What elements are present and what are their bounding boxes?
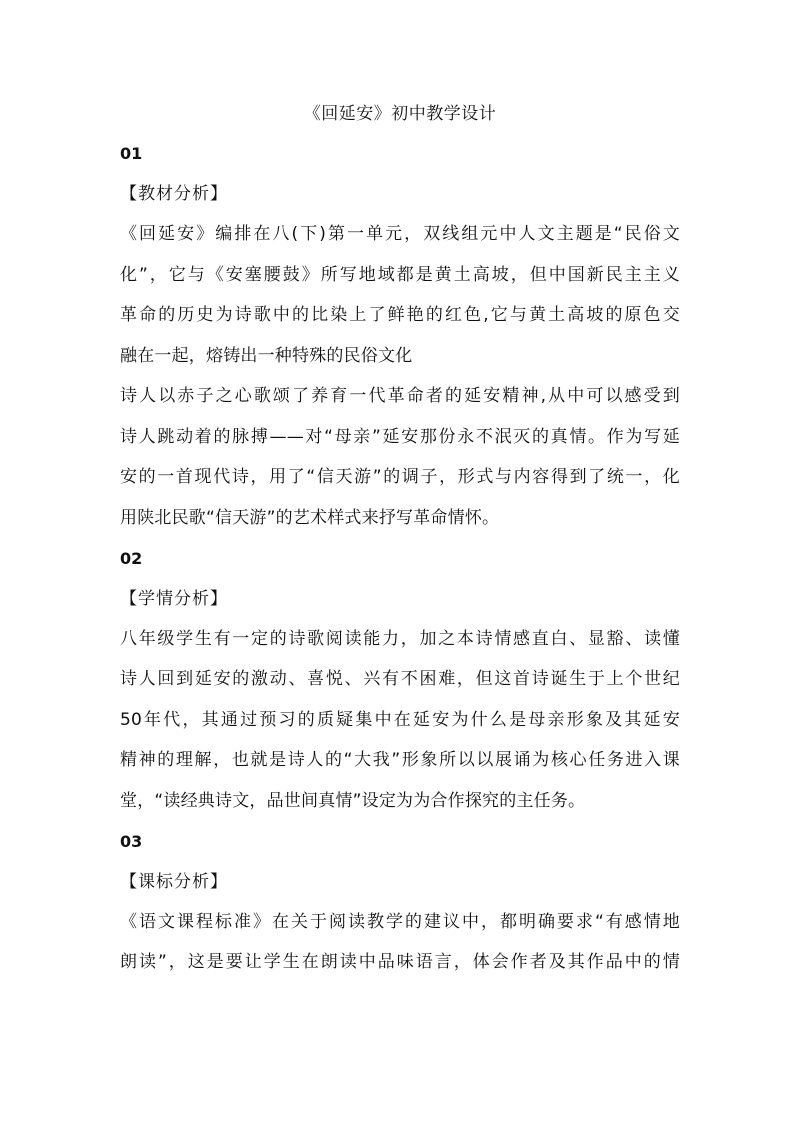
text-line: 化”，它与《安塞腰鼓》所写地域都是黄土高坡，但中国新民主主义 bbox=[120, 264, 680, 285]
section-curriculum-analysis bbox=[120, 832, 680, 974]
text-line: 精神的理解，也就是诗人的“大我”形象所以以展诵为核心任务进入课 bbox=[120, 750, 680, 770]
text-line: 革命的历史为诗歌中的比染上了鲜艳的红色,它与黄土高坡的原色交 bbox=[120, 305, 680, 325]
text-line: 安的一首现代诗，用了“信天游”的调子，形式与内容得到了统一，化 bbox=[120, 467, 680, 487]
section-number: 02 bbox=[120, 548, 143, 568]
paragraph bbox=[120, 386, 680, 529]
text-line: 诗人跳动着的脉搏——对“母亲”延安那份永不泯灭的真情。作为写延 bbox=[120, 426, 680, 447]
section-number: 01 bbox=[120, 144, 143, 163]
document-page bbox=[120, 100, 680, 973]
section-learner-analysis bbox=[120, 549, 680, 812]
text-line: 朗读”，这是要让学生在朗读中品味语言，体会作者及其作品中的情 bbox=[120, 952, 680, 972]
section-teaching-material bbox=[120, 144, 680, 529]
document-title: 《回延安》初中教学设计 bbox=[303, 104, 497, 124]
section-number: 03 bbox=[120, 831, 143, 851]
text-line: 50年代，其通过预习的质疑集中在延安为什么是母亲形象及其延安 bbox=[120, 709, 680, 730]
text-line: 融在一起，熔铸出一种特殊的民俗文化 bbox=[120, 345, 413, 366]
section-heading: 【教材分析】 bbox=[120, 184, 228, 204]
section-heading: 【学情分析】 bbox=[120, 588, 228, 609]
text-line: 八年级学生有一定的诗歌阅读能力，加之本诗情感直白、显豁、读懂 bbox=[120, 628, 680, 649]
paragraph bbox=[120, 912, 680, 974]
paragraph bbox=[120, 629, 680, 812]
paragraph bbox=[120, 224, 680, 367]
text-line: 诗人以赤子之心歌颂了养育一代革命者的延安精神,从中可以感受到 bbox=[120, 386, 680, 406]
text-line: 用陕北民歌“信天游”的艺术样式来抒写革命情怀。 bbox=[120, 507, 500, 528]
text-line: 《语文课程标准》在关于阅读教学的建议中，都明确要求“有感情地 bbox=[120, 911, 680, 932]
text-line: 《回延安》编排在八(下)第一单元，双线组元中人文主题是“民俗文 bbox=[120, 224, 680, 244]
section-heading: 【课标分析】 bbox=[120, 871, 228, 892]
text-line: 堂，“读经典诗文，品世间真情”设定为为合作探究的主任务。 bbox=[120, 790, 586, 811]
text-line: 诗人回到延安的激动、喜悦、兴有不困难，但这首诗诞生于上个世纪 bbox=[120, 669, 680, 689]
